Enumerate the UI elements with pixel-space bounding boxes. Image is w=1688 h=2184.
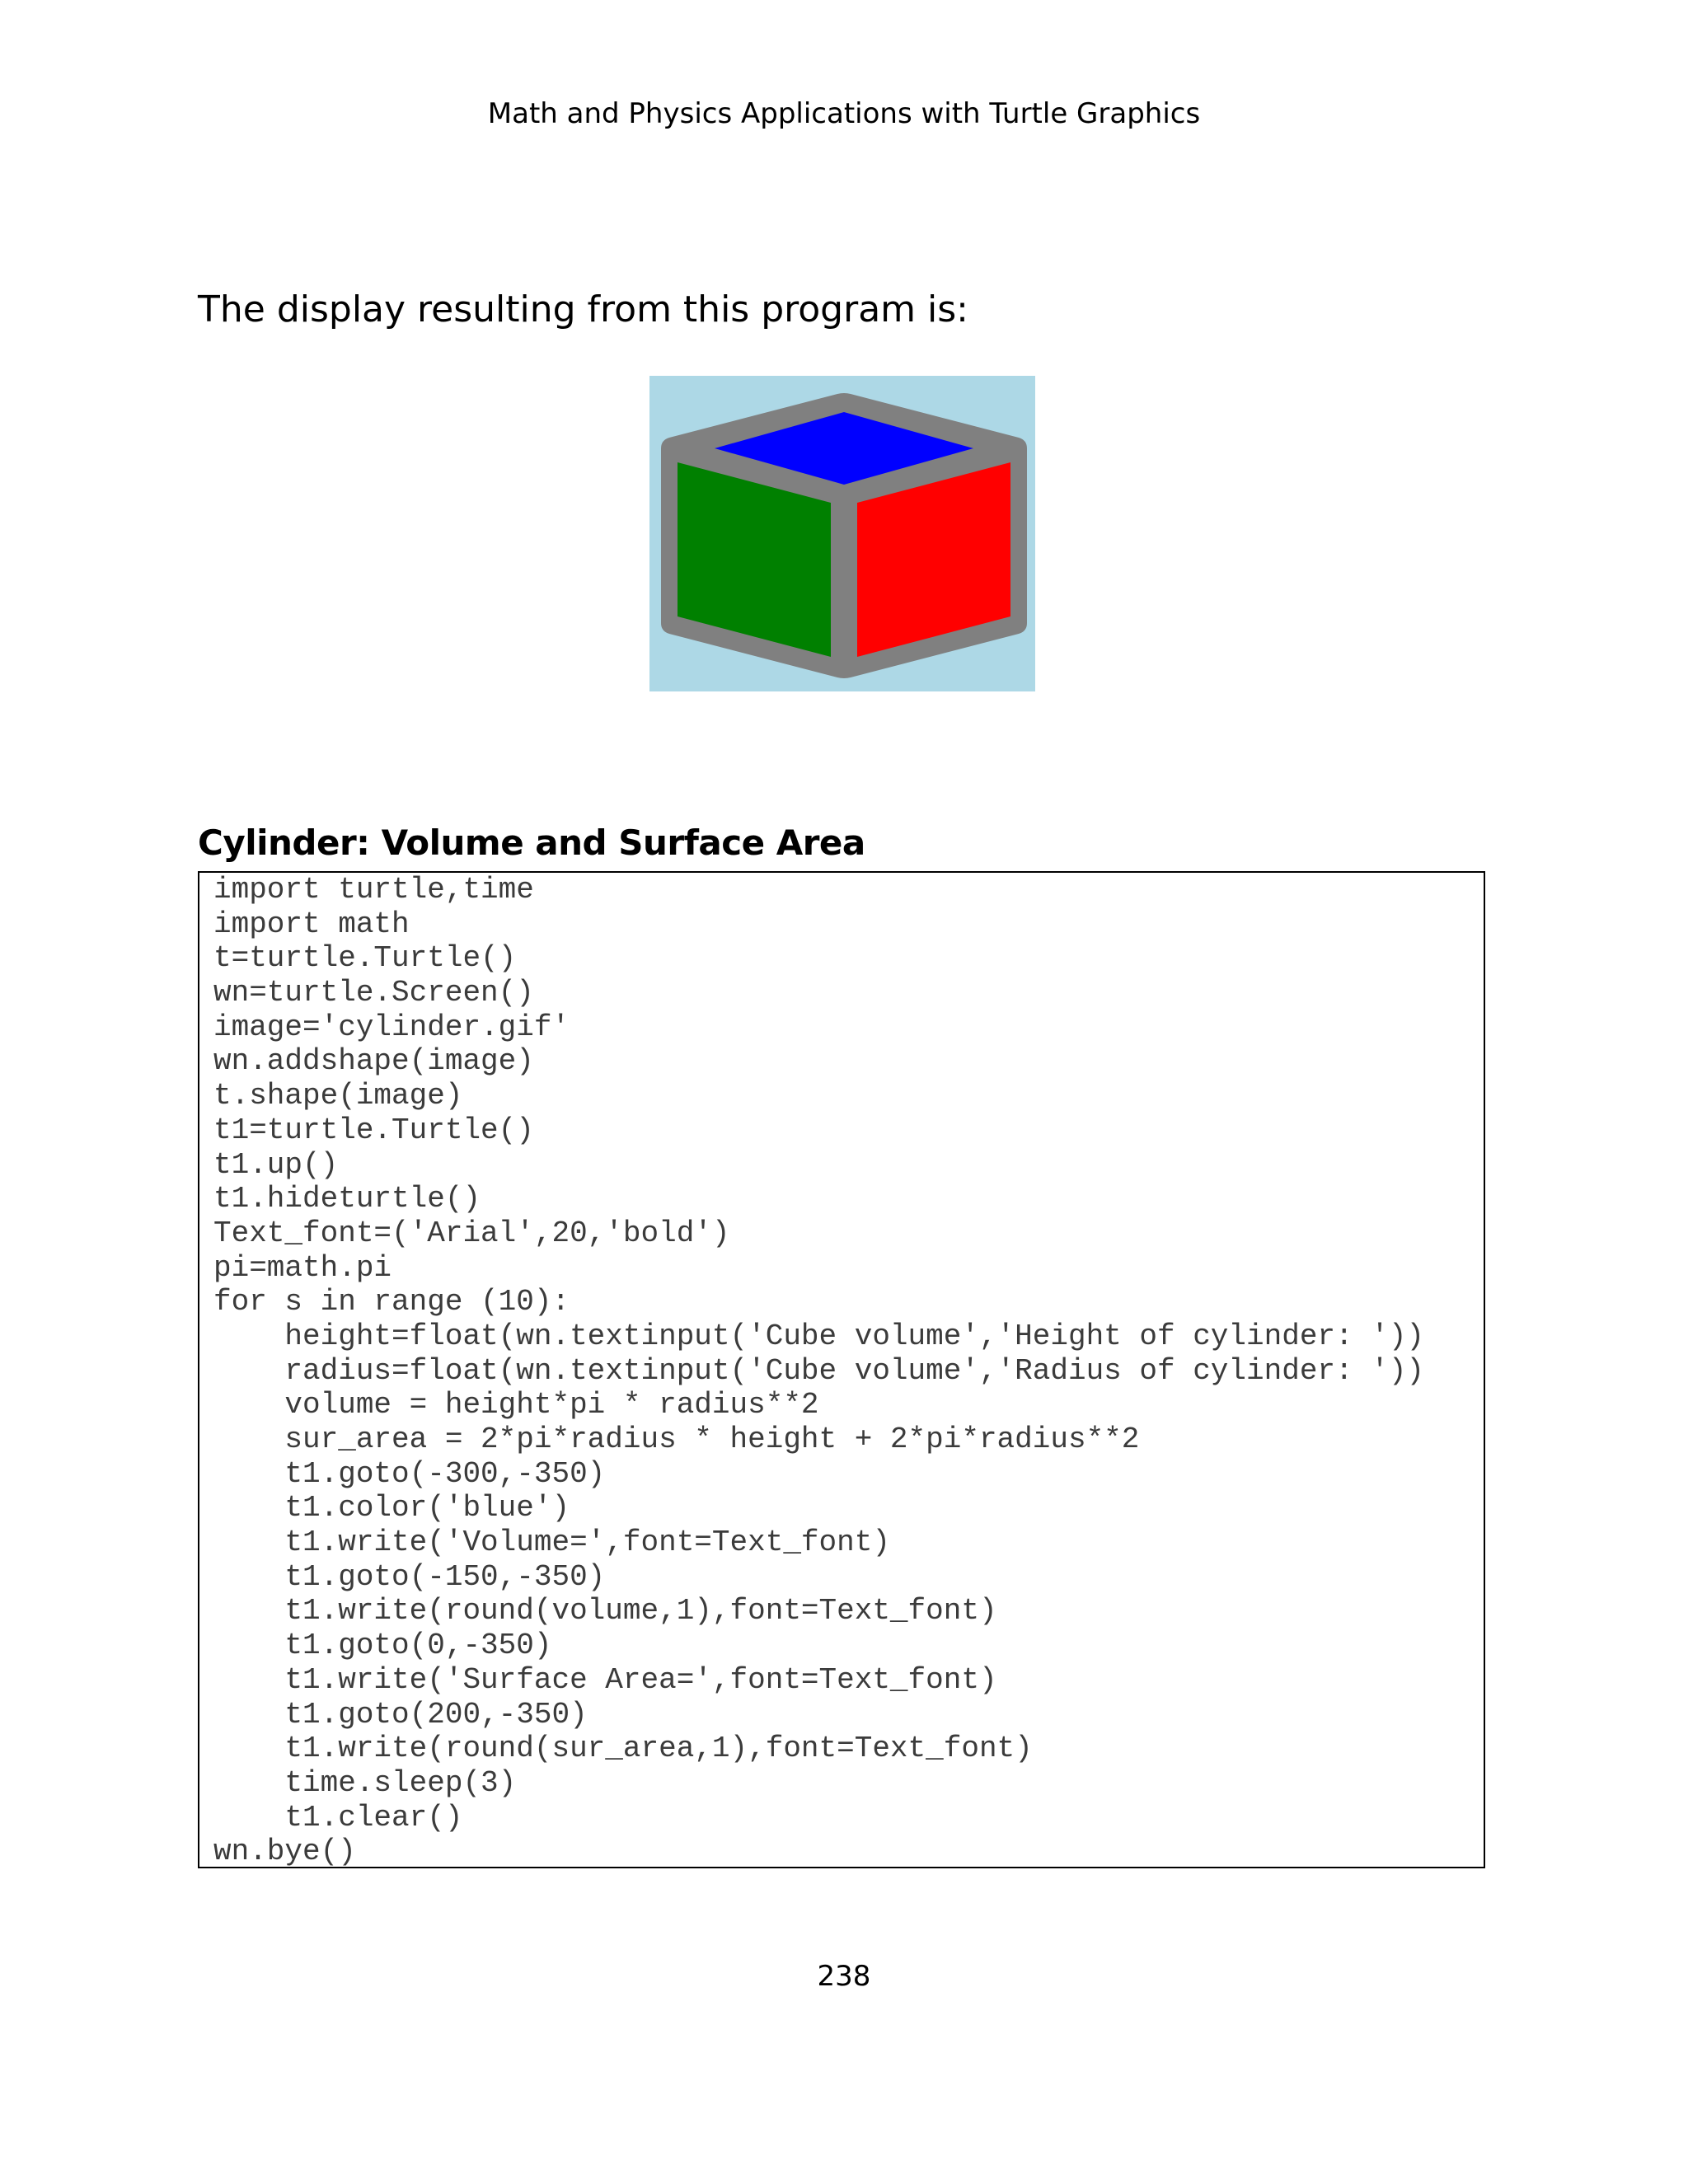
code-line: for s in range (10): <box>213 1285 570 1319</box>
code-line: t1.goto(-150,-350) <box>213 1559 606 1594</box>
code-line: radius=float(wn.textinput('Cube volume','Radius of cylinder: ')) <box>213 1353 1425 1388</box>
page-number: 238 <box>817 1960 871 1993</box>
code-line: t1.goto(-300,-350) <box>213 1456 606 1491</box>
code-line: wn=turtle.Screen() <box>213 976 534 1010</box>
code-line: t1.color('blue') <box>213 1491 570 1526</box>
code-listing <box>198 871 1485 1868</box>
cube-illustration <box>649 376 1035 691</box>
code-line: wn.addshape(image) <box>213 1044 534 1079</box>
code-line: t1.hideturtle() <box>213 1182 481 1216</box>
code-line: volume = height*pi * radius**2 <box>213 1388 819 1422</box>
code-line: pi=math.pi <box>213 1250 392 1285</box>
code-line: time.sleep(3) <box>213 1765 517 1800</box>
code-line: sur_area = 2*pi*radius * height + 2*pi*radius**2 <box>213 1422 1140 1456</box>
code-line: t1.clear() <box>213 1800 463 1835</box>
section-title: Cylinder: Volume and Surface Area <box>198 823 865 863</box>
code-line: height=float(wn.textinput('Cube volume','Height of cylinder: ')) <box>213 1319 1425 1353</box>
code-line: t1.write('Volume=',font=Text_font) <box>213 1526 890 1560</box>
code-line: t1.write('Surface Area=',font=Text_font) <box>213 1662 997 1697</box>
running-header: Math and Physics Applications with Turtle Graphics <box>487 97 1201 130</box>
code-line: t1=turtle.Turtle() <box>213 1113 534 1147</box>
code-line: wn.bye() <box>213 1835 356 1869</box>
code-line: import turtle,time <box>213 873 534 907</box>
code-line: import math <box>213 907 410 941</box>
code-line: t1.write(round(volume,1),font=Text_font) <box>213 1594 997 1629</box>
code-line: t=turtle.Turtle() <box>213 941 517 976</box>
code-line: t1.goto(200,-350) <box>213 1697 588 1732</box>
cube-figure <box>649 376 1035 691</box>
code-line: t.shape(image) <box>213 1079 463 1113</box>
code-line: t1.up() <box>213 1147 339 1182</box>
code-line: Text_font=('Arial',20,'bold') <box>213 1216 730 1250</box>
intro-text: The display resulting from this program is: <box>198 288 968 330</box>
code-line: image='cylinder.gif' <box>213 1010 570 1044</box>
code-line: t1.goto(0,-350) <box>213 1629 552 1663</box>
code-line: t1.write(round(sur_area,1),font=Text_font) <box>213 1732 1033 1766</box>
